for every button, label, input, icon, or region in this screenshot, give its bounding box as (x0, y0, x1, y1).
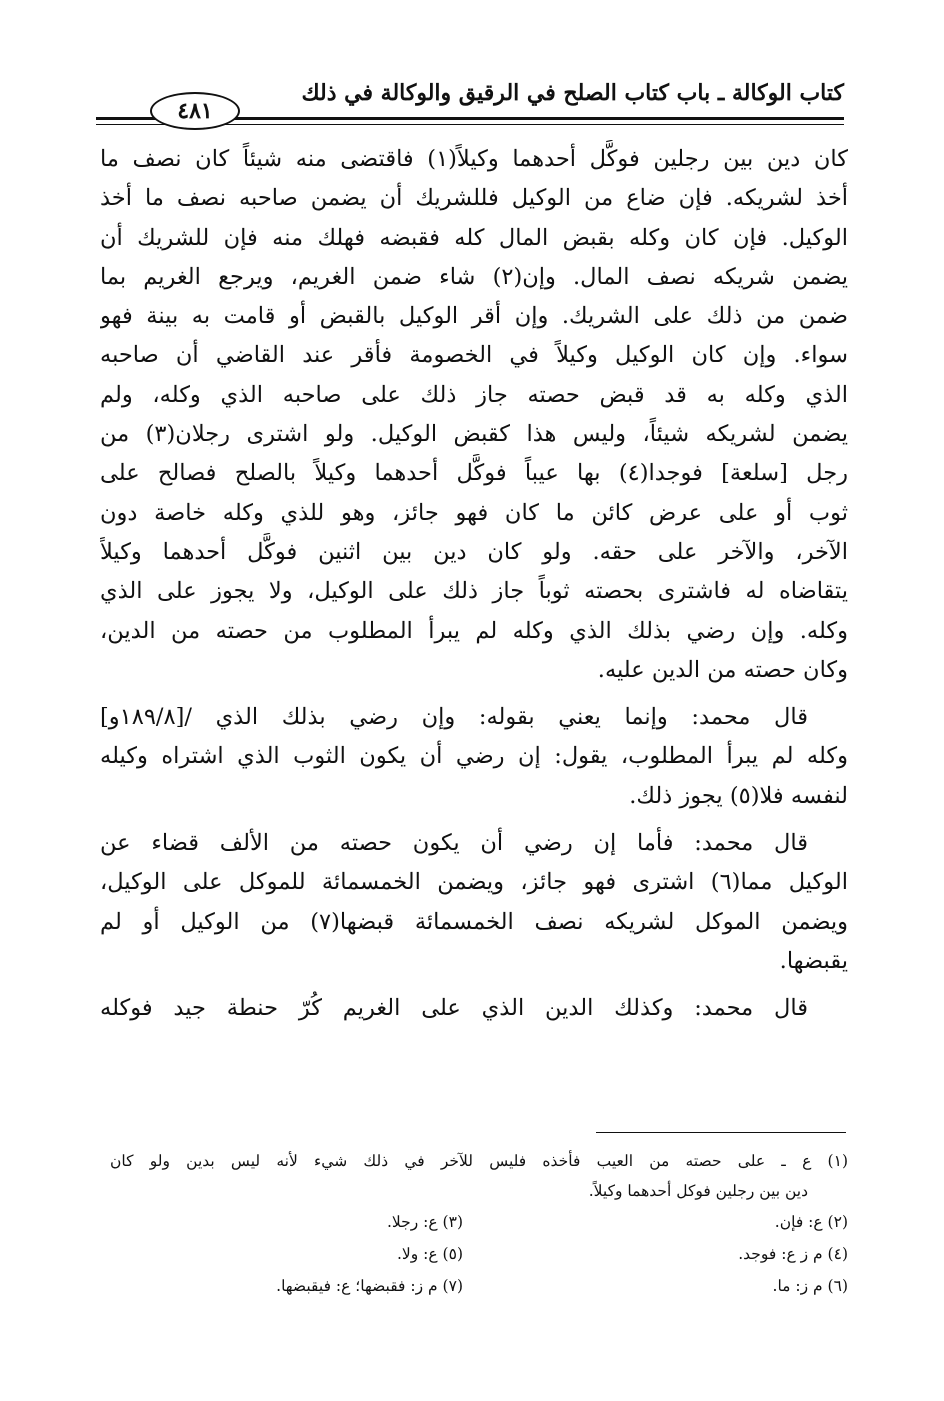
paragraph-3 (100, 824, 848, 981)
footnote-row (110, 1206, 848, 1238)
footnote-1: (١) ع ـ على حصته من العيب فأخذه فليس للآخر في ذلك شيء لأنه ليس بدين ولو كان (110, 1152, 848, 1170)
text-line: قال محمد: وكذلك الدين الذي على الغريم كُرّ حنطة جيد فوكله (100, 995, 808, 1022)
text-line: وكله. وإن رضي بذلك الذي وكله لم يبرأ المطلوب من حصته من الدين، (100, 617, 848, 644)
text-line: سواء. وإن كان الوكيل وكيلاً في الخصومة فأقر عند القاضي أن صاحبه (100, 342, 848, 369)
running-title: كتاب الوكالة ـ باب كتاب الصلح في الرقيق والوكالة في ذلك (301, 80, 844, 106)
footnote-row (110, 1238, 848, 1270)
text-line: يتقاضاه له فاشترى بحصته ثوباً جاز ذلك على الوكيل، ولا يجوز على الذي (100, 578, 848, 605)
paragraph-2 (100, 698, 848, 816)
text-line: لنفسه فلا(٥) يجوز ذلك. (629, 782, 848, 809)
text-line: ويضمن الموكل لشريكه نصف الخمسمائة قبضها(٧) من الوكيل أو لم (100, 908, 848, 935)
footnote-3: (٣) ع: رجلا. (386, 1213, 463, 1231)
footnote-7: (٧) م ز: فقبضها؛ ع: فيقبضها. (276, 1277, 463, 1295)
footnote-2: (٢) ع: فإن. (774, 1213, 848, 1231)
paragraph-4 (100, 989, 848, 1028)
paragraph-1 (100, 140, 848, 690)
text-line: يضمن شريكه نصف المال. وإن(٢) شاء ضمن الغريم، ويرجع الغريم بما (100, 263, 848, 290)
text-line: الذي وكله به قد قبض حصته جاز ذلك على صاحبه الذي وكله، ولم (100, 381, 848, 408)
text-line: الوكيل. فإن كان وكله بقبض المال كله فقبضه فهلك منه فإن للشريك أن (100, 224, 848, 251)
text-line: قال محمد: فأما إن رضي أن يكون حصته من الألف قضاء عن (100, 830, 808, 857)
text-line: كان دين بين رجلين فوكَّل أحدهما وكيلاً(١) فاقتضى منه شيئاً كان نصف ما (100, 146, 848, 172)
text-line: يقبضها. (779, 947, 848, 974)
footnote-row (110, 1270, 848, 1302)
text-line: ضمن من ذلك على الشريك. وإن أقر الوكيل بالقبض أو قامت به بينة فهو (100, 303, 848, 330)
text-line: أخذ لشريكه. فإن ضاع من الوكيل فللشريك أن يضمن صاحبه نصف ما أخذ (100, 185, 848, 212)
footnotes (110, 1146, 848, 1302)
text-line: قال محمد: وإنما يعني بقوله: وإن رضي بذلك الذي /[١٨٩/٨و] (100, 704, 808, 731)
main-text (100, 140, 848, 1029)
footnote-6: (٦) م ز: ما. (772, 1277, 848, 1295)
text-line: ثوب أو على عرض كائن ما كان فهو جائز، وهو للذي وكله خاصة دون (100, 499, 848, 526)
page-number: ٤٨١ (150, 92, 240, 130)
text-line: رجل [سلعة] فوجدا(٤) بها عيباً فوكَّل أحدهما وكيلاً بالصلح فصالح على (100, 460, 848, 487)
footnote-5: (٥) ع: ولا. (396, 1245, 463, 1263)
text-line: الآخر، والآخر على حقه. ولو كان دين بين اثنين فوكَّل أحدهما وكيلاً (100, 538, 848, 565)
text-line: وكان حصته من الدين عليه. (597, 656, 848, 683)
text-line: يضمن لشريكه شيئاً، وليس هذا كقبض الوكيل. ولو اشترى رجلان(٣) من (100, 421, 848, 448)
text-line: وكله لم يبرأ المطلوب، يقول: إن رضي أن يكون الثوب الذي اشتراه وكيله (100, 743, 848, 770)
footnote-4: (٤) م ز ع: فوجد. (738, 1245, 848, 1263)
text-line: الوكيل مما(٦) اشترى فهو جائز، ويضمن الخمسمائة للموكل على الوكيل، (100, 869, 848, 896)
footnote-separator (596, 1132, 846, 1133)
footnote-1-continuation: دين بين رجلين فوكل أحدهما وكيلاً. (588, 1182, 808, 1200)
